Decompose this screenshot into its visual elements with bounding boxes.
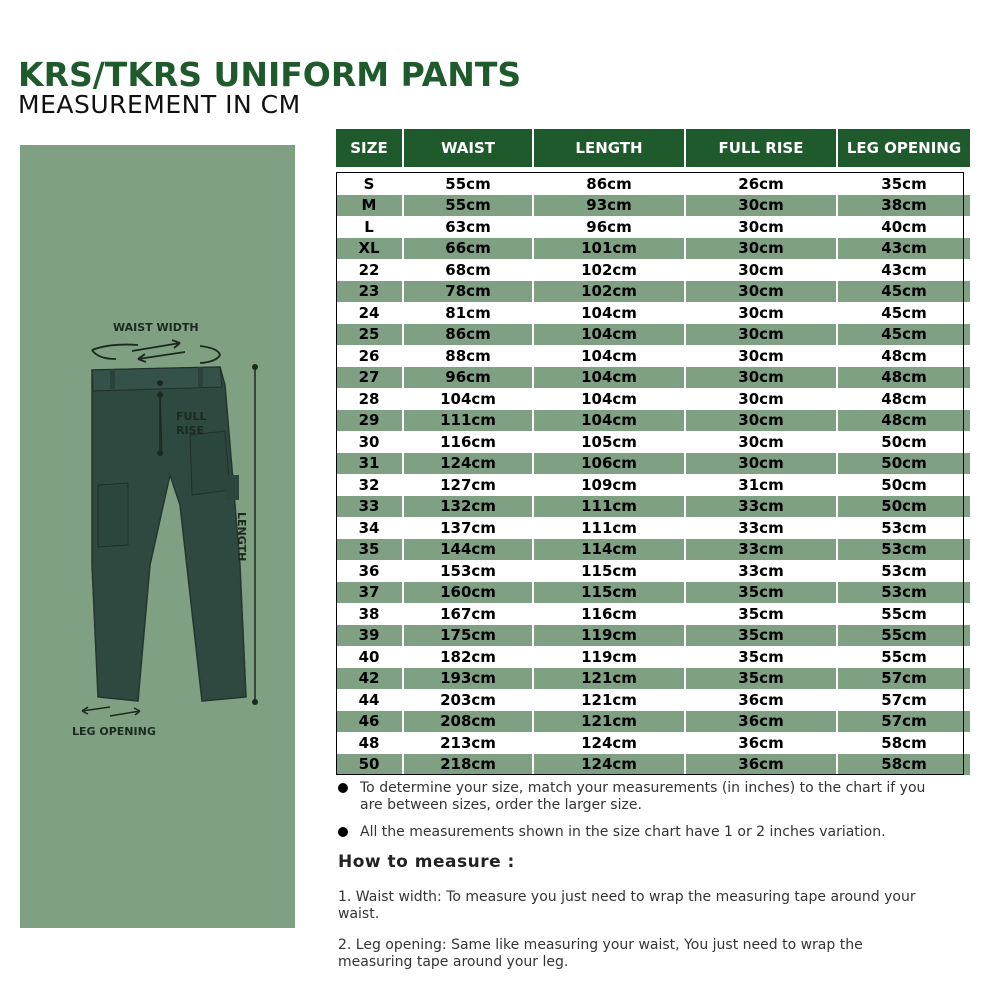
- table-row: [336, 216, 970, 238]
- cell-size: 32: [336, 474, 404, 496]
- table-row: [336, 195, 970, 217]
- note-item: [336, 780, 936, 814]
- cell-size: 33: [336, 496, 404, 518]
- cell-leg-opening: 43cm: [838, 259, 970, 281]
- table-row: [336, 517, 970, 539]
- cell-waist: 218cm: [404, 754, 534, 776]
- cell-leg-opening: 50cm: [838, 496, 970, 518]
- cell-leg-opening: 38cm: [838, 195, 970, 217]
- cell-waist: 55cm: [404, 195, 534, 217]
- cell-leg-opening: 48cm: [838, 388, 970, 410]
- cell-waist: 182cm: [404, 646, 534, 668]
- cell-size: 34: [336, 517, 404, 539]
- pants-illustration: [20, 145, 295, 928]
- header-waist: WAIST: [404, 129, 534, 167]
- cell-length: 96cm: [534, 216, 686, 238]
- table-row: [336, 345, 970, 367]
- cell-size: 23: [336, 281, 404, 303]
- cell-waist: 153cm: [404, 560, 534, 582]
- note-item: [336, 824, 936, 841]
- cell-leg-opening: 48cm: [838, 367, 970, 389]
- cell-waist: 203cm: [404, 689, 534, 711]
- cell-waist: 193cm: [404, 668, 534, 690]
- cell-full-rise: 33cm: [686, 539, 838, 561]
- cell-full-rise: 36cm: [686, 754, 838, 776]
- cell-full-rise: 30cm: [686, 388, 838, 410]
- header-leg-opening: LEG OPENING: [838, 129, 970, 167]
- header-length: LENGTH: [534, 129, 686, 167]
- cell-size: 46: [336, 711, 404, 733]
- cell-waist: 175cm: [404, 625, 534, 647]
- cell-full-rise: 30cm: [686, 281, 838, 303]
- cell-length: 86cm: [534, 173, 686, 195]
- cell-length: 111cm: [534, 496, 686, 518]
- cell-size: 26: [336, 345, 404, 367]
- cell-size: 35: [336, 539, 404, 561]
- cell-leg-opening: 50cm: [838, 453, 970, 475]
- cell-leg-opening: 43cm: [838, 238, 970, 260]
- cell-waist: 78cm: [404, 281, 534, 303]
- cell-full-rise: 26cm: [686, 173, 838, 195]
- cell-waist: 160cm: [404, 582, 534, 604]
- cell-waist: 81cm: [404, 302, 534, 324]
- cell-size: 39: [336, 625, 404, 647]
- table-row: [336, 711, 970, 733]
- cell-leg-opening: 48cm: [838, 345, 970, 367]
- cell-full-rise: 33cm: [686, 496, 838, 518]
- table-row: [336, 431, 970, 453]
- cell-full-rise: 30cm: [686, 324, 838, 346]
- cell-length: 115cm: [534, 582, 686, 604]
- cell-waist: 208cm: [404, 711, 534, 733]
- cell-length: 109cm: [534, 474, 686, 496]
- cell-leg-opening: 35cm: [838, 173, 970, 195]
- cell-size: 25: [336, 324, 404, 346]
- cell-leg-opening: 58cm: [838, 754, 970, 776]
- cell-size: 40: [336, 646, 404, 668]
- cell-full-rise: 30cm: [686, 431, 838, 453]
- full-rise-label: FULL RISE: [176, 410, 207, 437]
- table-row: [336, 496, 970, 518]
- cell-length: 119cm: [534, 625, 686, 647]
- cell-size: L: [336, 216, 404, 238]
- cell-waist: 104cm: [404, 388, 534, 410]
- table-row: [336, 754, 970, 776]
- cell-length: 121cm: [534, 668, 686, 690]
- cell-length: 102cm: [534, 281, 686, 303]
- cell-size: 22: [336, 259, 404, 281]
- bullet-icon: [338, 827, 348, 837]
- cell-length: 114cm: [534, 539, 686, 561]
- cell-full-rise: 30cm: [686, 238, 838, 260]
- cell-length: 93cm: [534, 195, 686, 217]
- table-row: [336, 603, 970, 625]
- cell-waist: 132cm: [404, 496, 534, 518]
- waist-width-label: WAIST WIDTH: [113, 321, 199, 334]
- table-row: [336, 625, 970, 647]
- header-full-rise: FULL RISE: [686, 129, 838, 167]
- cell-length: 104cm: [534, 410, 686, 432]
- table-row: [336, 474, 970, 496]
- cell-size: 28: [336, 388, 404, 410]
- table-row: [336, 281, 970, 303]
- measure-step: 2. Leg opening: Same like measuring your waist, You just need to wrap the measuring tape around your leg.: [338, 937, 863, 970]
- cell-full-rise: 36cm: [686, 689, 838, 711]
- cell-leg-opening: 55cm: [838, 603, 970, 625]
- table-row: [336, 689, 970, 711]
- table-row: [336, 410, 970, 432]
- cell-leg-opening: 50cm: [838, 474, 970, 496]
- cell-length: 106cm: [534, 453, 686, 475]
- table-row: [336, 539, 970, 561]
- cell-leg-opening: 53cm: [838, 582, 970, 604]
- cell-size: 36: [336, 560, 404, 582]
- cell-leg-opening: 53cm: [838, 539, 970, 561]
- cell-length: 111cm: [534, 517, 686, 539]
- cell-full-rise: 35cm: [686, 603, 838, 625]
- cell-size: 29: [336, 410, 404, 432]
- cell-size: 48: [336, 732, 404, 754]
- cell-waist: 63cm: [404, 216, 534, 238]
- page-subtitle: MEASUREMENT IN CM: [18, 90, 301, 119]
- cell-length: 124cm: [534, 754, 686, 776]
- cell-full-rise: 30cm: [686, 367, 838, 389]
- measure-step: 1. Waist width: To measure you just need to wrap the measuring tape around your waist.: [338, 889, 916, 922]
- cell-full-rise: 36cm: [686, 711, 838, 733]
- cell-length: 105cm: [534, 431, 686, 453]
- how-to-measure-heading: How to measure :: [338, 852, 515, 872]
- cell-waist: 116cm: [404, 431, 534, 453]
- cell-size: 42: [336, 668, 404, 690]
- table-row: [336, 560, 970, 582]
- cell-length: 101cm: [534, 238, 686, 260]
- cell-waist: 66cm: [404, 238, 534, 260]
- cell-full-rise: 35cm: [686, 582, 838, 604]
- cell-full-rise: 30cm: [686, 302, 838, 324]
- cell-waist: 111cm: [404, 410, 534, 432]
- cell-size: 24: [336, 302, 404, 324]
- cell-leg-opening: 45cm: [838, 324, 970, 346]
- note-text: To determine your size, match your measurements (in inches) to the chart if you are between sizes, order the larger size.: [360, 780, 926, 813]
- cell-leg-opening: 57cm: [838, 689, 970, 711]
- cell-full-rise: 31cm: [686, 474, 838, 496]
- cell-length: 104cm: [534, 345, 686, 367]
- cell-full-rise: 30cm: [686, 195, 838, 217]
- table-row: [336, 388, 970, 410]
- cell-waist: 86cm: [404, 324, 534, 346]
- cell-full-rise: 33cm: [686, 517, 838, 539]
- cell-full-rise: 35cm: [686, 646, 838, 668]
- cell-leg-opening: 50cm: [838, 431, 970, 453]
- size-chart-table: [336, 129, 970, 775]
- table-row: [336, 646, 970, 668]
- cell-waist: 88cm: [404, 345, 534, 367]
- cell-size: S: [336, 173, 404, 195]
- cell-leg-opening: 57cm: [838, 711, 970, 733]
- table-row: [336, 259, 970, 281]
- cell-full-rise: 30cm: [686, 216, 838, 238]
- cell-leg-opening: 57cm: [838, 668, 970, 690]
- cell-size: 30: [336, 431, 404, 453]
- cell-full-rise: 30cm: [686, 259, 838, 281]
- cell-leg-opening: 53cm: [838, 517, 970, 539]
- table-row: [336, 668, 970, 690]
- cell-size: 38: [336, 603, 404, 625]
- table-row: [336, 732, 970, 754]
- cell-size: 50: [336, 754, 404, 776]
- cell-full-rise: 35cm: [686, 625, 838, 647]
- cell-full-rise: 35cm: [686, 668, 838, 690]
- cell-leg-opening: 45cm: [838, 281, 970, 303]
- cell-length: 104cm: [534, 388, 686, 410]
- cell-size: XL: [336, 238, 404, 260]
- cell-waist: 96cm: [404, 367, 534, 389]
- cell-leg-opening: 40cm: [838, 216, 970, 238]
- cell-leg-opening: 53cm: [838, 560, 970, 582]
- cell-full-rise: 30cm: [686, 453, 838, 475]
- page-title: KRS/TKRS UNIFORM PANTS: [18, 55, 522, 94]
- cell-waist: 137cm: [404, 517, 534, 539]
- cell-length: 121cm: [534, 711, 686, 733]
- cell-waist: 213cm: [404, 732, 534, 754]
- cell-length: 116cm: [534, 603, 686, 625]
- cell-length: 104cm: [534, 367, 686, 389]
- table-row: [336, 324, 970, 346]
- cell-waist: 127cm: [404, 474, 534, 496]
- cell-size: 27: [336, 367, 404, 389]
- table-row: [336, 582, 970, 604]
- table-row: [336, 173, 970, 195]
- pants-illustration-panel: [20, 145, 295, 928]
- cell-waist: 144cm: [404, 539, 534, 561]
- table-row: [336, 453, 970, 475]
- cell-leg-opening: 58cm: [838, 732, 970, 754]
- note-text: All the measurements shown in the size chart have 1 or 2 inches variation.: [360, 824, 886, 840]
- cell-waist: 167cm: [404, 603, 534, 625]
- cell-waist: 68cm: [404, 259, 534, 281]
- bullet-icon: [338, 783, 348, 793]
- cell-length: 104cm: [534, 302, 686, 324]
- table-header-row: [336, 129, 970, 167]
- table-row: [336, 367, 970, 389]
- cell-length: 104cm: [534, 324, 686, 346]
- cell-leg-opening: 55cm: [838, 625, 970, 647]
- cell-length: 102cm: [534, 259, 686, 281]
- cell-leg-opening: 55cm: [838, 646, 970, 668]
- cell-size: 31: [336, 453, 404, 475]
- cell-waist: 55cm: [404, 173, 534, 195]
- cell-leg-opening: 45cm: [838, 302, 970, 324]
- cell-size: M: [336, 195, 404, 217]
- cell-length: 121cm: [534, 689, 686, 711]
- table-row: [336, 302, 970, 324]
- leg-opening-label: LEG OPENING: [72, 725, 156, 738]
- cell-waist: 124cm: [404, 453, 534, 475]
- cell-full-rise: 30cm: [686, 345, 838, 367]
- cell-size: 37: [336, 582, 404, 604]
- length-label: LENGTH: [235, 512, 248, 562]
- cell-leg-opening: 48cm: [838, 410, 970, 432]
- cell-length: 124cm: [534, 732, 686, 754]
- cell-size: 44: [336, 689, 404, 711]
- header-size: SIZE: [336, 129, 404, 167]
- size-notes: [336, 780, 936, 851]
- cell-full-rise: 33cm: [686, 560, 838, 582]
- cell-full-rise: 36cm: [686, 732, 838, 754]
- table-row: [336, 238, 970, 260]
- cell-length: 115cm: [534, 560, 686, 582]
- cell-length: 119cm: [534, 646, 686, 668]
- cell-full-rise: 30cm: [686, 410, 838, 432]
